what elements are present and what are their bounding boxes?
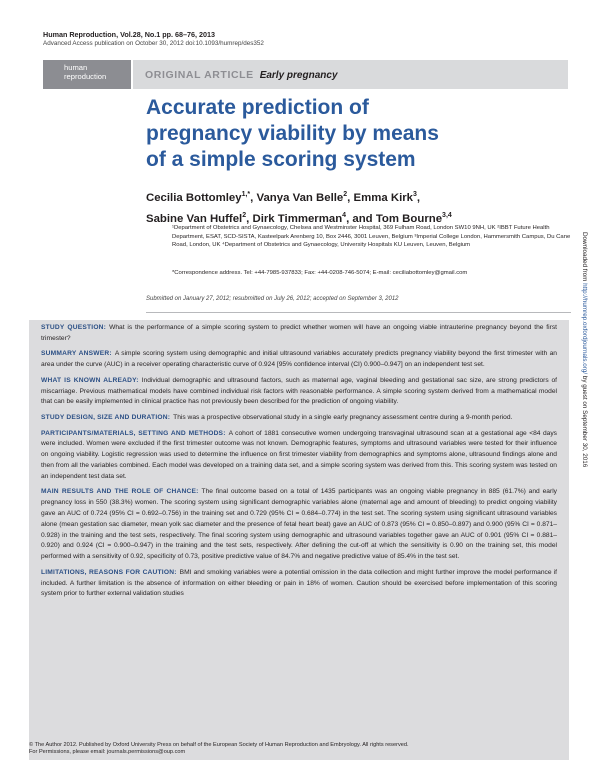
- abstract-section: [41, 349, 557, 371]
- abstract-heading: SUMMARY ANSWER:: [41, 350, 112, 358]
- correspondence-address: *Correspondence address. Tel: +44-7985-937833; Fax: +44-0208-746-5074; E-mail: ceciliabottomley@gmail.com: [172, 270, 468, 276]
- author-affiliation-mark: 3: [413, 191, 417, 198]
- article-title: Accurate prediction of pregnancy viability by means of a simple scoring system: [146, 96, 439, 171]
- article-type: ORIGINAL ARTICLE: [145, 69, 254, 81]
- divider: [146, 312, 571, 313]
- abstract-section: [41, 323, 557, 345]
- submission-dates: Submitted on January 27, 2012; resubmitted on July 26, 2012; accepted on September 3, 2012: [146, 296, 399, 302]
- author-separator: , and: [346, 212, 376, 225]
- abstract-text: Individual demographic and ultrasound factors, such as maternal age, vaginal bleeding and gestational sac size, are strong predictors of miscarriage. Previous mathematical models have combined individual risk factors with reasonable performance. A simple scoring system derived from a mathematical model that can be easily implemented in clinical practice has not previously been described for the prediction of ongoing viability.: [41, 376, 557, 406]
- download-suffix: by guest on September 30, 2016: [581, 374, 588, 468]
- author-name: Dirk Timmerman: [252, 212, 343, 225]
- author-name: Cecilia Bottomley: [146, 191, 242, 204]
- author-separator: ,: [250, 191, 257, 204]
- abstract-heading: LIMITATIONS, REASONS FOR CAUTION:: [41, 568, 177, 576]
- abstract-heading: MAIN RESULTS AND THE ROLE OF CHANCE:: [41, 488, 199, 496]
- abstract-section: [41, 429, 557, 483]
- abstract-heading: WHAT IS KNOWN ALREADY:: [41, 376, 139, 384]
- author-affiliation-mark: 2: [242, 211, 247, 219]
- abstract-text: The final outcome based on a total of 1435 participants was an ongoing viable pregnancy in 885 (61.7%) and early pregnancy loss in 550 (38.3%) women. The scoring system using significant demographic variables alone (maternal age and amount of bleeding) to predict ongoing viability gave an AUC of 0.724 (95% CI = 0.692–0.756) in the training set and 0.729 (95% CI = 0.684–0.774) in the test set. The scoring system using significant ultrasound variables alone (mean gestation sac diameter, mean yolk sac diameter and the presence of fetal heart beat) gave an AUC of 0.873 (95% CI = 0.850–0.897) and 0.900 (95% CI = 0.871–0.928) in the training and the test sets, respectively. The final scoring system using demographic and ultrasound variables together gave an AUC of 0.901 (95% CI = 0.881–0.920) and 0.924 (CI = 0.900–0.947) in the training and the test sets, respectively. After defining the cut-off at which the sensitivity is 0.90 on the training set, this model performed with a sensitivity of 0.92, specificity of 0.73, positive predictive value of 84.7% and negative predictive value of 85.4% in the test set.: [41, 488, 558, 561]
- abstract-box: [29, 320, 569, 760]
- abstract-section: [41, 568, 557, 600]
- abstract-text: BMI and smoking variables were a potential omission in the data collection and might further improve the model performance if included. A further limitation is the absence of information on either bleeding or pain in 18% of women. Caution should be exercised before implementation of this scoring system prior to further external validation studies: [41, 568, 558, 598]
- author-affiliation-mark: 1,*: [241, 191, 251, 198]
- copyright-notice: [29, 742, 569, 757]
- abstract-text: A cohort of 1881 consecutive women undergoing transvaginal ultrasound scan at a gestational age <84 days were included. Women were excluded if the first trimester outcome was not known. Demographic features, symptoms and ultrasound variables were tested for their influence on ongoing viability. Logistic regression was used to determine the influence on first trimester viability from demographics and symptoms alone, ultrasound findings alone and then from all the variables combined. Each model was developed on a training data set, and a simple scoring system was derived from this. This scoring system was tested on an independent test data set.: [41, 429, 557, 480]
- abstract-heading: PARTICIPANTS/MATERIALS, SETTING AND METHODS:: [41, 429, 226, 437]
- author-affiliation-mark: 3,4: [442, 211, 452, 219]
- abstract-text: What is the performance of a simple scoring system to predict whether women will have an ongoing viable intrauterine pregnancy beyond the first trimester?: [41, 324, 557, 342]
- author-list: [146, 186, 506, 228]
- advance-access-line: Advanced Access publication on October 30, 2012 doi:10.1093/humrep/des352: [43, 40, 264, 47]
- abstract-heading: STUDY QUESTION:: [41, 324, 107, 331]
- journal-citation: Human Reproduction, Vol.28, No.1 pp. 68–76, 2013: [43, 30, 216, 39]
- article-type-bar: [133, 60, 568, 89]
- download-watermark: [581, 232, 588, 467]
- download-prefix: Downloaded from: [581, 232, 588, 284]
- logo-line-2: reproduction: [64, 72, 107, 81]
- author-name: Sabine Van Huffel: [146, 212, 243, 225]
- author-name: Emma Kirk: [353, 191, 414, 204]
- abstract-text: A simple scoring system using demographic and initial ultrasound variables accurately predicts pregnancy viability beyond the first trimester with an area under the curve (AUC) in a receiver operating characteristic curve of 0.924 [95% confidence interval (CI) 0.900–0.947] on an independent test set.: [41, 350, 557, 369]
- download-link[interactable]: http://humrep.oxfordjournals.org/: [581, 283, 588, 375]
- author-name: Vanya Van Belle: [256, 191, 344, 204]
- author-name: Tom Bourne: [375, 212, 443, 225]
- abstract-text: This was a prospective observational study in a single early pregnancy assessment centre during a 9-month period.: [173, 413, 513, 421]
- permissions-line: For Permissions, please email: journals.permissions@oup.com: [29, 749, 186, 756]
- author-separator: ,: [347, 191, 354, 204]
- author-affiliation-mark: 2: [343, 191, 348, 198]
- author-affiliation-mark: 4: [342, 211, 347, 219]
- logo-line-1: human: [64, 63, 88, 72]
- journal-logo: [43, 60, 131, 89]
- abstract-section: [41, 487, 557, 563]
- copyright-line: © The Author 2012. Published by Oxford University Press on behalf of the European Society of Human Reproduction and Embryology. All rights reserved.: [29, 742, 409, 748]
- abstract-section: [41, 376, 557, 408]
- abstract-heading: STUDY DESIGN, SIZE AND DURATION:: [41, 413, 171, 421]
- author-separator: ,: [246, 212, 253, 225]
- abstract-section: [41, 413, 557, 424]
- article-subtype: Early pregnancy: [259, 70, 338, 81]
- author-separator: ,: [416, 191, 421, 204]
- affiliations: ¹Department of Obstetrics and Gynaecology, Chelsea and Westminster Hospital, 369 Fulham Road, London SW10 9NH, UK ²IBBT Future Health Department, ESAT, SCD-SISTA, Kasteelpark Arenberg 10, Box 2446, 3001 Leuven, Belgium ³Imperial College London, Hammersmith Campus, Du Cane Road, London, UK ⁴Department of Obstetrics and Gynaecology, University Hospitals KU Leuven, Leuven, Belgium: [172, 225, 571, 249]
